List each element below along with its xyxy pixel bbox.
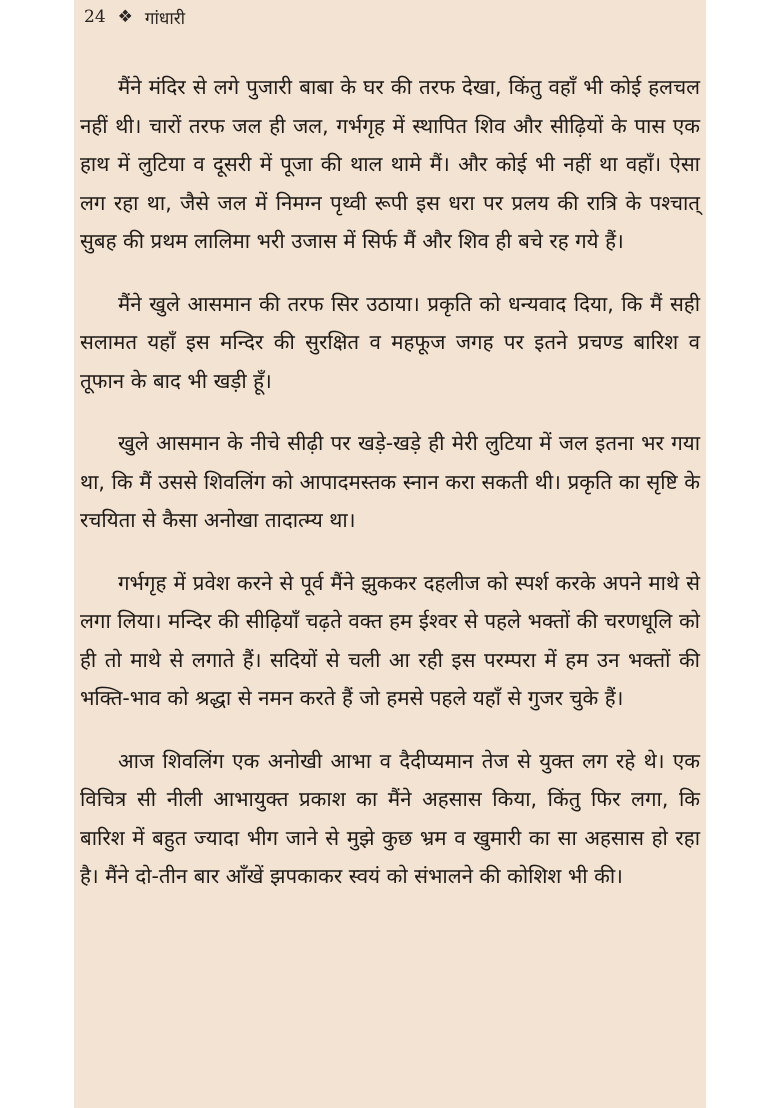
paragraph: मैंने मंदिर से लगे पुजारी बाबा के घर की तरफ देखा, किंतु वहाँ भी कोई हलचल नहीं थी। चारों तरफ जल ही जल, गर्भगृह में स्थापित शिव और सीढ़ियों के पास एक हाथ में लुटिया व दूसरी में पूजा की थाल थामे मैं। और कोई भी नहीं था वहाँ। ऐसा लग रहा था, जैसे जल में निमग्न पृथ्वी रूपी इस धरा पर प्रलय की रात्रि के पश्चात् सुबह की प्रथम लालिमा भरी उजास में सिर्फ मैं और शिव ही बचे रह गये हैं। [80, 75, 700, 253]
paragraph: आज शिवलिंग एक अनोखी आभा व दैदीप्यमान तेज से युक्त लग रहे थे। एक विचित्र सी नीली आभायुक्त प्रकाश का मैंने अहसास किया, किंतु फिर लगा, कि बारिश में बहुत ज्यादा भीग जाने से मुझे कुछ भ्रम व खुमारी का सा अहसास हो रहा है। मैंने दो-तीन बार आँखें झपकाकर स्वयं को संभालने की कोशिश भी की। [80, 748, 700, 888]
paragraph: गर्भगृह में प्रवेश करने से पूर्व मैंने झुककर दहलीज को स्पर्श करके अपने माथे से लगा लिया। मन्दिर की सीढ़ियाँ चढ़ते वक्त हम ईश्वर से पहले भक्तों की चरणधूलि को ही तो माथे से लगाते हैं। सदियों से चली आ रही इस परम्परा में हम उन भक्तों की भक्ति-भाव को श्रद्धा से नमन करते हैं जो हमसे पहले यहाँ से गुजर चुके हैं। [80, 570, 700, 710]
running-title: गांधारी [144, 8, 186, 29]
book-page [74, 0, 706, 1108]
page-header [84, 4, 185, 30]
page-number: 24 [84, 7, 106, 27]
ornament-icon: ❖ [117, 7, 133, 27]
paragraph: खुले आसमान के नीचे सीढ़ी पर खड़े-खड़े ही मेरी लुटिया में जल इतना भर गया था, कि मैं उससे शिवलिंग को आपादमस्तक स्नान करा सकती थी। प्रकृति का सृष्टि के रचयिता से कैसा अनोखा तादात्म्य था। [80, 431, 700, 532]
paragraph: मैंने खुले आसमान की तरफ सिर उठाया। प्रकृति को धन्यवाद दिया, कि मैं सही सलामत यहाँ इस मन्दिर की सुरक्षित व महफूज जगह पर इतने प्रचण्ड बारिश व तूफान के बाद भी खड़ी हूँ। [80, 291, 700, 393]
page-body [80, 68, 700, 920]
